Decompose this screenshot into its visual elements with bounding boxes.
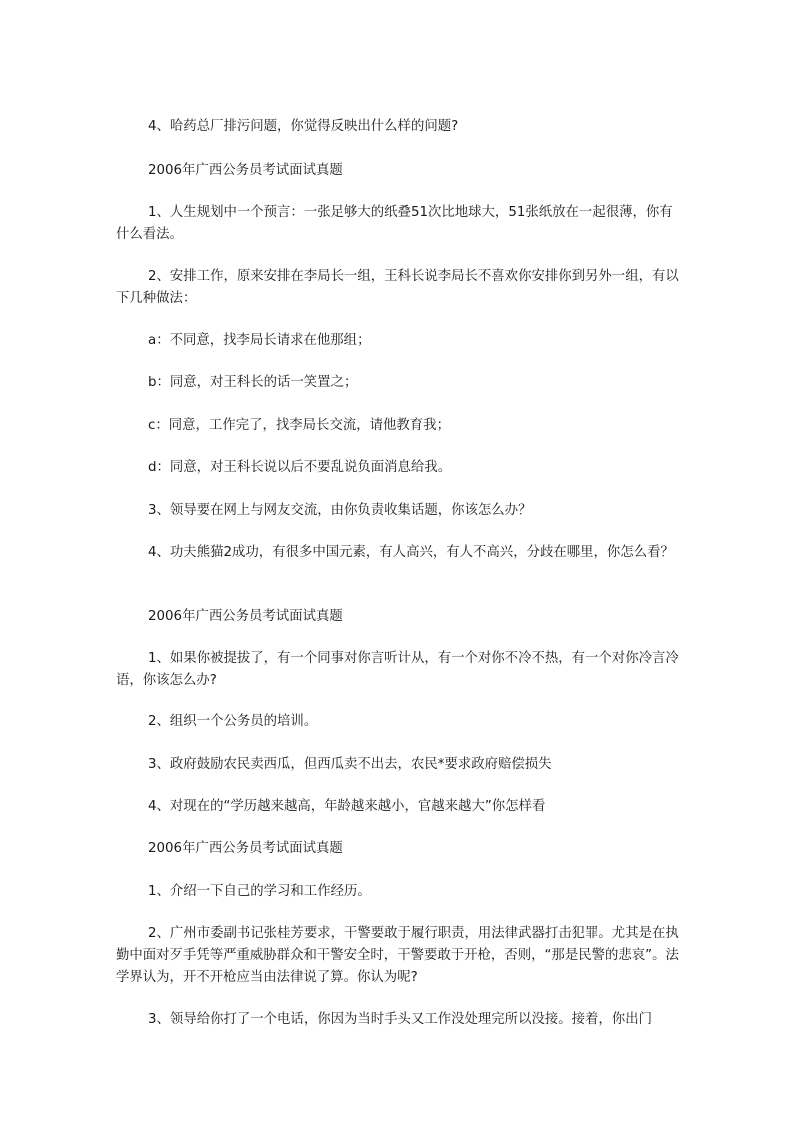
question-hayao-pollution: 4、哈药总厂排污问题，你觉得反映出什么样的问题? [148, 119, 459, 134]
question-life-planning: 1、人生规划中一个预言：一张足够大的纸叠51次比地球大，51张纸放在一起很薄，你有什么看法。 [116, 205, 673, 242]
question-leader-phone-call: 3、领导给你打了一个电话，你因为当时手头又工作没处理完所以没接。接着，你出门 [148, 1012, 652, 1027]
question-police-firearms: 2、广州市委副书记张桂芳要求，干警要敢于履行职责，用法律武器打击犯罪。尤其是在执勤中面对歹手凭等严重威胁群众和干警安全时，干警要敢于开枪，否则，“那是民警的悲哀”。法学界认为，开不开枪应当由法律说了算。你认为呢? [116, 926, 679, 985]
question-kung-fu-panda: 4、功夫熊猫2成功，有很多中国元素，有人高兴，有人不高兴，分歧在哪里，你怎么看？ [148, 545, 674, 560]
question-work-arrangement: 2、安排工作，原来安排在李局长一组，王科长说李局长不喜欢你安排你到另外一组，有以下几种做法： [116, 269, 679, 306]
question-education-age: 4、对现在的“学历越来越高，年龄越来越小，官越来越大”你怎样看 [148, 799, 546, 814]
option-b: b：同意，对王科长的话一笑置之； [148, 375, 358, 390]
section-heading-2: 2006年广西公务员考试面试真题 [148, 609, 343, 624]
section-heading-1: 2006年广西公务员考试面试真题 [148, 163, 343, 178]
section-heading-3: 2006年广西公务员考试面试真题 [148, 841, 343, 856]
option-a: a：不同意，找李局长请求在他那组； [148, 333, 371, 348]
option-c: c：同意，工作完了，找李局长交流，请他教育我； [148, 418, 450, 433]
question-self-introduction: 1、介绍一下自己的学习和工作经历。 [148, 884, 371, 899]
question-civil-servant-training: 2、组织一个公务员的培训。 [148, 714, 318, 729]
question-online-exchange: 3、领导要在网上与网友交流，由你负责收集话题，你该怎么办？ [148, 503, 532, 518]
question-promotion-colleagues: 1、如果你被提拔了，有一个同事对你言听计从，有一个对你不冷不热，有一个对你冷言冷语，你该怎么办? [116, 651, 679, 688]
option-d: d：同意，对王科长说以后不要乱说负面消息给我。 [148, 460, 452, 475]
question-watermelon: 3、政府鼓励农民卖西瓜，但西瓜卖不出去，农民*要求政府赔偿损失 [148, 757, 552, 772]
